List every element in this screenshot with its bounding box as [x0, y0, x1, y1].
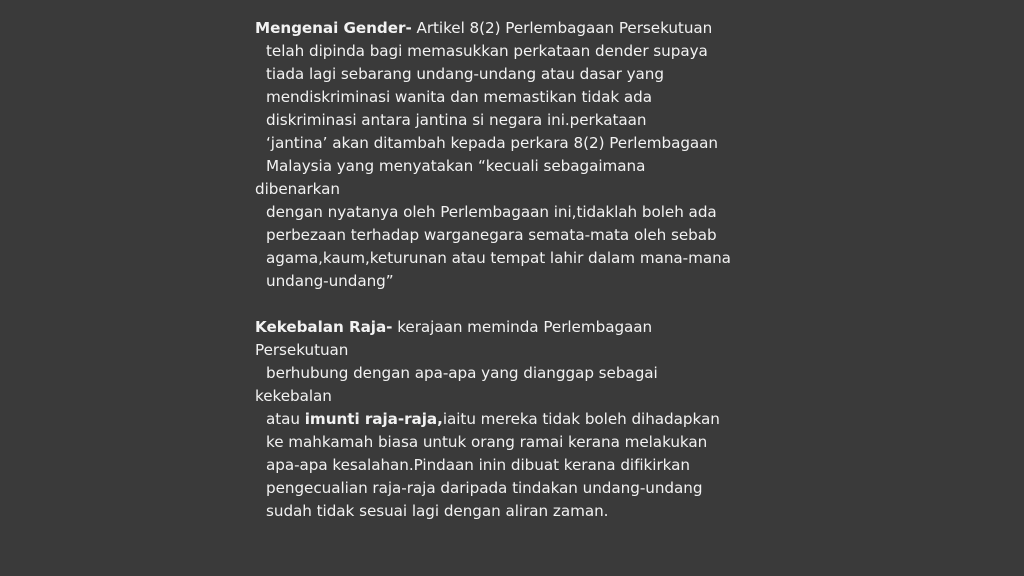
paragraph-line: undang-undang” — [266, 272, 394, 290]
paragraph-line: sudah tidak sesuai lagi dengan aliran zaman. — [266, 502, 609, 520]
section-heading: Kekebalan Raja- — [255, 318, 393, 336]
emphasis-text: imunti raja-raja, — [304, 410, 443, 428]
section-gender — [255, 17, 995, 293]
paragraph-line — [255, 408, 995, 431]
paragraph-line: agama,kaum,keturunan atau tempat lahir dalam mana-mana — [266, 249, 731, 267]
line-text: kerajaan meminda Perlembagaan — [392, 318, 653, 336]
section-spacer — [255, 293, 995, 316]
paragraph-line: pengecualian raja-raja daripada tindakan undang-undang — [266, 479, 703, 497]
paragraph-line: apa-apa kesalahan.Pindaan inin dibuat kerana difikirkan — [266, 456, 690, 474]
line-text: Artikel 8(2) Perlembagaan Persekutuan — [411, 19, 713, 37]
paragraph-line: ‘jantina’ akan ditambah kepada perkara 8(2) Perlembagaan — [266, 134, 719, 152]
paragraph-line: ke mahkamah biasa untuk orang ramai kerana melakukan — [266, 433, 708, 451]
paragraph-line: tiada lagi sebarang undang-undang atau dasar yang — [266, 65, 664, 83]
paragraph-line: perbezaan terhadap warganegara semata-mata oleh sebab — [266, 226, 717, 244]
paragraph-line: Malaysia yang menyatakan “kecuali sebagaimana — [266, 157, 646, 175]
slide-body — [255, 17, 995, 523]
section-heading: Mengenai Gender- — [255, 19, 412, 37]
paragraph-line: kekebalan — [255, 387, 332, 405]
section-kekebalan-raja — [255, 316, 995, 523]
paragraph-line: dengan nyatanya oleh Perlembagaan ini,tidaklah boleh ada — [266, 203, 717, 221]
paragraph-line — [255, 17, 995, 40]
line-text: atau — [266, 410, 305, 428]
line-text: iaitu mereka tidak boleh dihadapkan — [442, 410, 720, 428]
paragraph-line: Persekutuan — [255, 341, 349, 359]
paragraph-line: diskriminasi antara jantina si negara ini.perkataan — [266, 111, 647, 129]
paragraph-line: mendiskriminasi wanita dan memastikan tidak ada — [266, 88, 653, 106]
paragraph-line: telah dipinda bagi memasukkan perkataan dender supaya — [266, 42, 708, 60]
paragraph-line — [255, 316, 995, 339]
paragraph-line: berhubung dengan apa-apa yang dianggap sebagai — [266, 364, 658, 382]
paragraph-line: dibenarkan — [255, 180, 340, 198]
